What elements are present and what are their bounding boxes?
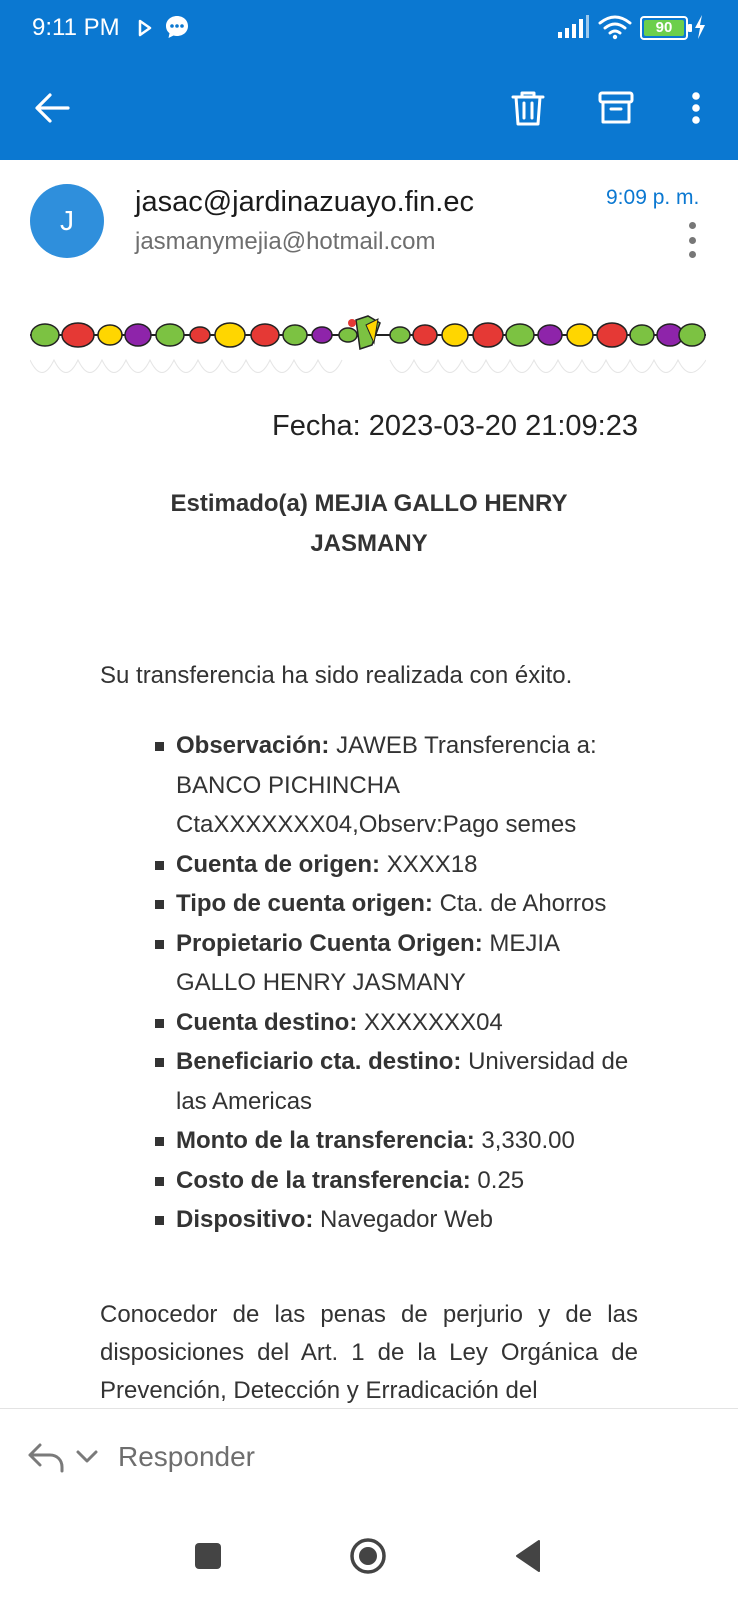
top-bar (0, 0, 738, 160)
charging-icon (693, 14, 707, 40)
detail-item-cuenta-destino: Cuenta destino: XXXXXXX04 (150, 1003, 640, 1043)
reply-button[interactable]: Responder (118, 1441, 255, 1472)
status-bar (0, 0, 738, 56)
recipient-address[interactable]: jasmanymejia@hotmail.com (135, 228, 436, 255)
reply-bar (0, 1408, 738, 1510)
back-arrow-icon[interactable] (24, 80, 80, 136)
detail-item-costo: Costo de la transferencia: 0.25 (150, 1161, 640, 1201)
status-time: 9:11 PM (32, 14, 120, 41)
detail-item-tipo-cuenta: Tipo de cuenta origen: Cta. de Ahorros (150, 884, 640, 924)
decorative-banner (30, 315, 706, 395)
battery-level: 90 (644, 20, 684, 36)
email-header (0, 160, 738, 270)
greeting: Estimado(a) MEJIA GALLO HENRY JASMANY (170, 490, 568, 557)
system-nav-bar (0, 1510, 738, 1600)
detail-item-beneficiario: Beneficiario cta. destino: Universidad de las Americas (150, 1042, 640, 1121)
transfer-details (150, 726, 640, 1240)
home-icon[interactable] (346, 1534, 390, 1578)
trash-icon[interactable] (500, 80, 556, 136)
detail-item-propietario: Propietario Cuenta Origen: MEJIA GALLO HENRY JASMANY (150, 924, 640, 1003)
message-icon (164, 14, 190, 40)
detail-item-observacion: Observación: JAWEB Transferencia a: BANCO PICHINCHA CtaXXXXXXX04,Observ:Pago semes (150, 726, 640, 845)
archive-icon[interactable] (588, 80, 644, 136)
chevron-down-icon[interactable] (74, 1443, 100, 1469)
wifi-icon (598, 14, 632, 40)
detail-item-cuenta-origen: Cuenta de origen: XXXX18 (150, 845, 640, 885)
intro-text: Su transferencia ha sido realizada con éxito. (100, 662, 573, 689)
nav-back-icon[interactable] (506, 1534, 550, 1578)
message-more-icon[interactable] (682, 222, 702, 258)
sent-time: 9:09 p. m. (606, 186, 700, 209)
sender-address[interactable]: jasac@jardinazuayo.fin.ec (135, 186, 474, 218)
legal-text: Conocedor de las penas de perjurio y de las disposiciones del Art. 1 de la Ley Orgánica de Prevención, Detección y Erradicación del (100, 1301, 638, 1404)
reply-icon[interactable] (26, 1437, 66, 1477)
detail-item-dispositivo: Dispositivo: Navegador Web (150, 1200, 640, 1240)
app-bar (0, 60, 738, 156)
avatar[interactable]: J (30, 184, 104, 258)
signal-icon (556, 14, 590, 40)
more-vertical-icon[interactable] (668, 80, 724, 136)
transfer-date: Fecha: 2023-03-20 21:09:23 (272, 410, 638, 442)
play-icon (138, 19, 152, 37)
detail-item-monto: Monto de la transferencia: 3,330.00 (150, 1121, 640, 1161)
battery-icon (640, 16, 688, 40)
recent-apps-icon[interactable] (186, 1534, 230, 1578)
